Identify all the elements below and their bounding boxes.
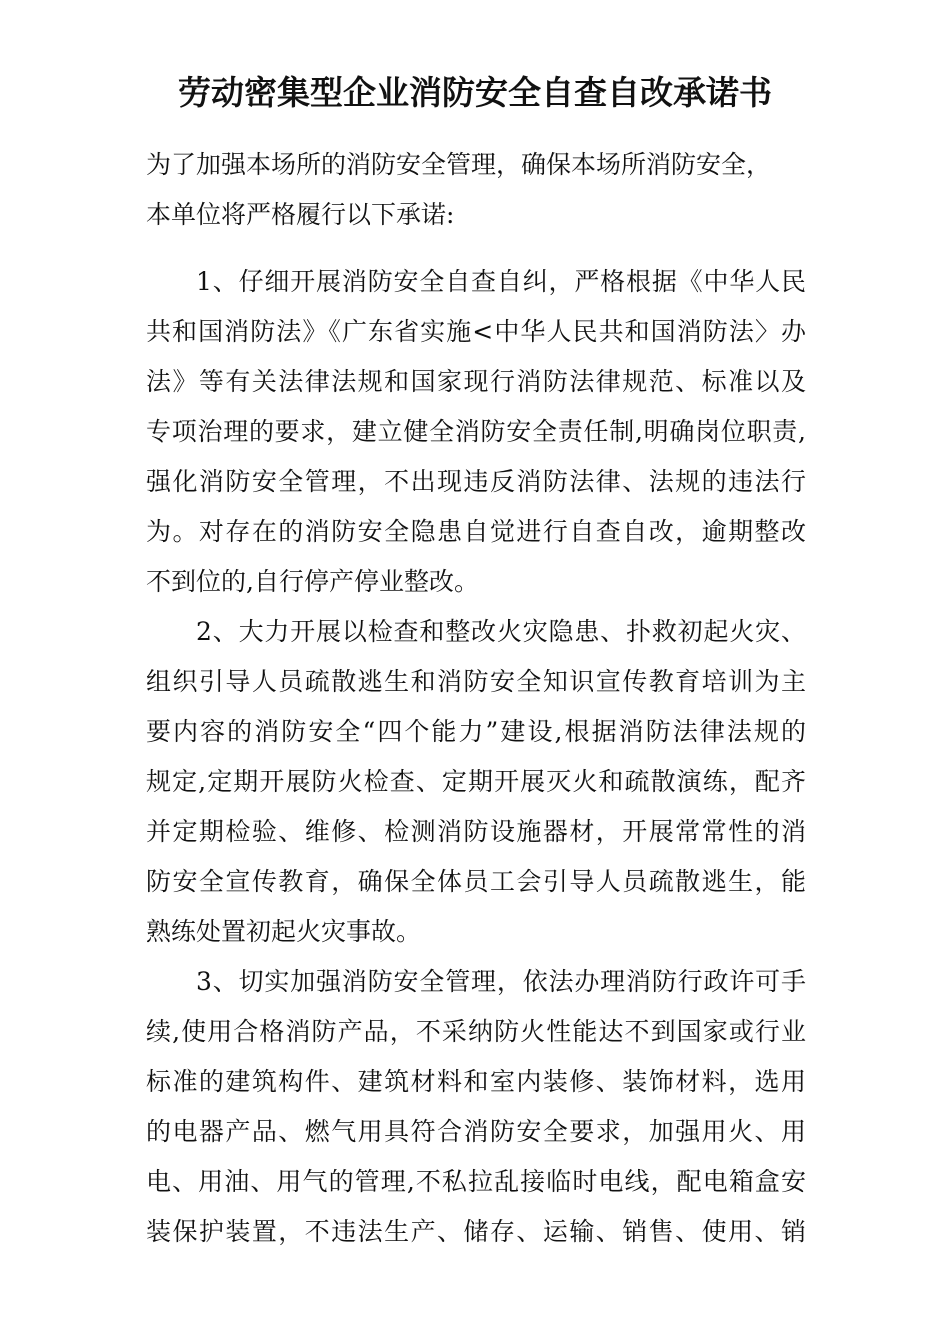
- item2-line: 并定期检验、维修、检测消防设施器材，开展常常性的消: [146, 817, 806, 846]
- item3-line: 装保护装置，不违法生产、储存、运输、销售、使用、销: [146, 1217, 806, 1246]
- item3-line: 电、用油、用气的管理,不私拉乱接临时电线，配电箱盒安: [146, 1167, 806, 1196]
- item2-line: 要内容的消防安全“四个能力”建设,根据消防法律法规的: [146, 717, 806, 746]
- item2-line: 防安全宣传教育，确保全体员工会引导人员疏散逃生，能: [146, 867, 806, 896]
- item3-line: 续,使用合格消防产品，不采纳防火性能达不到国家或行业: [146, 1017, 806, 1046]
- item1-line: 为。对存在的消防安全隐患自觉进行自查自改，逾期整改: [146, 517, 806, 546]
- item2-line: 熟练处置初起火灾事故。: [146, 917, 422, 946]
- item2-line: 组织引导人员疏散逃生和消防安全知识宣传教育培训为主: [146, 667, 806, 696]
- item1-line: 专项治理的要求，建立健全消防安全责任制,明确岗位职责,: [146, 417, 806, 446]
- item3-line: 标准的建筑构件、建筑材料和室内装修、装饰材料，选用: [146, 1067, 806, 1096]
- intro-line: 本单位将严格履行以下承诺:: [146, 200, 455, 229]
- document-title: 劳动密集型企业消防安全自查自改承诺书: [178, 73, 772, 112]
- item3-line: 的电器产品、燃气用具符合消防安全要求，加强用火、用: [146, 1117, 806, 1146]
- item3-line: 3、切实加强消防安全管理，依法办理消防行政许可手: [196, 967, 806, 996]
- item2-line: 规定,定期开展防火检查、定期开展灭火和疏散演练，配齐: [146, 767, 806, 796]
- item2-line: 2、大力开展以检查和整改火灾隐患、扑救初起火灾、: [196, 617, 806, 646]
- item1-line: 共和国消防法》《广东省实施<中华人民共和国消防法〉办: [146, 317, 806, 346]
- item1-line: 法》等有关法律法规和国家现行消防法律规范、标准以及: [146, 367, 806, 396]
- item1-line: 不到位的,自行停产停业整改。: [146, 567, 479, 596]
- item1-line: 1、仔细开展消防安全自查自纠，严格根据《中华人民: [196, 267, 806, 296]
- intro-line: 为了加强本场所的消防安全管理，确保本场所消防安全，: [146, 150, 772, 179]
- item1-line: 强化消防安全管理，不出现违反消防法律、法规的违法行: [146, 467, 806, 496]
